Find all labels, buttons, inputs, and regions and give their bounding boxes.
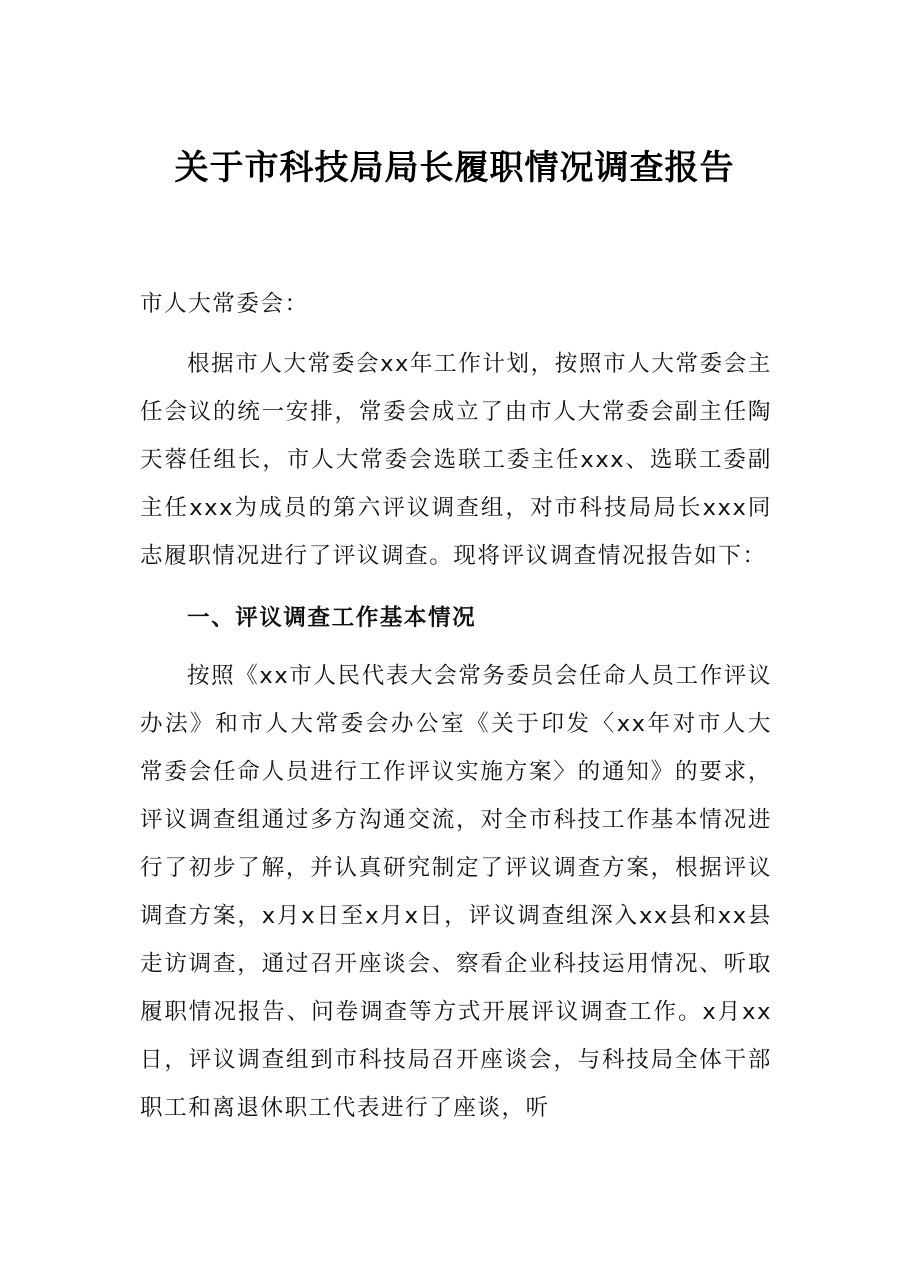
section-heading: 一、评议调查工作基本情况	[187, 605, 477, 631]
salutation: 市人大常委会：	[140, 291, 309, 317]
document-title: 关于市科技局局长履职情况调查报告	[174, 148, 735, 188]
document-body	[140, 280, 772, 1132]
paragraph-basic-situation: 按照《xx市人民代表大会常务委员会任命人员工作评议办法》和市人大常委会办公室《关于印发〈xx年对市人大常委会任命人员进行工作评议实施方案〉的通知》的要求，评议调查组通过多方沟通交流，对全市科技工作基本情况进行了初步了解，并认真研究制定了评议调查方案，根据评议调查方案，x月x日至x月x日，评议调查组深入xx县和xx县走访调查，通过召开座谈会、察看企业科技运用情况、听取履职情况报告、问卷调查等方式开展评议调查工作。x月xx日，评议调查组到市科技局召开座谈会，与科技局全体干部职工和离退休职工代表进行了座谈，听	[140, 663, 772, 1121]
paragraph-intro: 根据市人大常委会xx年工作计划，按照市人大常委会主任会议的统一安排，常委会成立了由市人大常委会副主任陶天蓉任组长，市人大常委会选联工委主任xxx、选联工委副主任xxx为成员的第六评议调查组，对市科技局局长xxx同志履职情况进行了评议调查。现将评议调查情况报告如下：	[140, 351, 772, 569]
